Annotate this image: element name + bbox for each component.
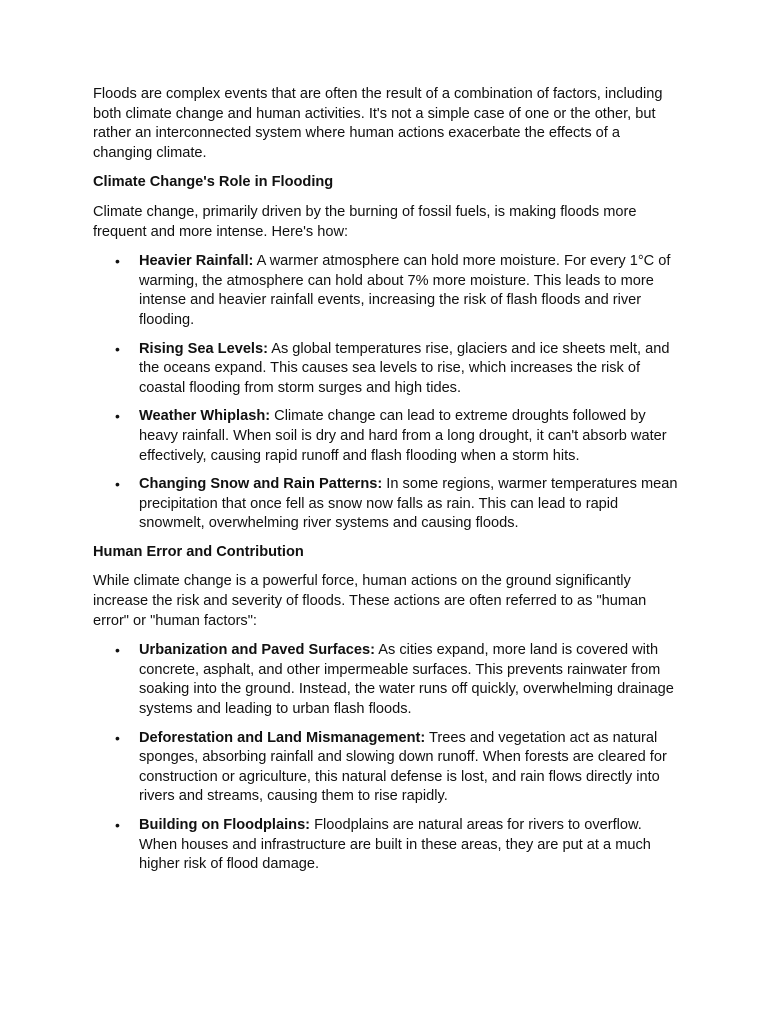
list-item-term: Building on Floodplains: xyxy=(139,817,311,833)
list-item xyxy=(139,340,678,399)
intro-paragraph: Floods are complex events that are often the result of a combination of factors, including both climate change and human activities. It's not a simple case of one or the other, but rather an interconnected system where human actions exacerbate the effects of a changing climate. xyxy=(93,86,663,161)
list-item-text: A warmer atmosphere can hold more moisture. For every 1°C of warming, the atmosphere can hold about 7% more moisture. This leads to more intense and heavier rainfall events, increasing the risk of flash floods and river flooding. xyxy=(139,253,671,328)
list-item xyxy=(139,252,678,330)
list-item-term: Rising Sea Levels: xyxy=(139,340,268,357)
section-intro-human: While climate change is a powerful force, human actions on the ground significantly increase the risk and severity of floods. These actions are often referred to as "human error" or "human factors": xyxy=(93,573,647,629)
list-item-text: Trees and vegetation act as natural sponges, absorbing rainfall and slowing down runoff. When forests are cleared for construction or agriculture, this natural defense is lost, and rain flows directly into rivers and streams, causing them to rise rapidly. xyxy=(139,729,667,805)
list-item xyxy=(139,641,678,719)
list-item-text: As global temperatures rise, glaciers and ice sheets melt, and the oceans expand. This causes sea levels to rise, which increases the risk of coastal flooding from storm surges and high tides. xyxy=(139,340,670,396)
list-item-text: As cities expand, more land is covered with concrete, asphalt, and other impermeable surfaces. This prevents rainwater from soaking into the ground. Instead, the water runs off quickly, overwhelming drainage systems and leading to urban flash floods. xyxy=(139,642,674,718)
list-item-term: Heavier Rainfall: xyxy=(139,253,254,270)
list-item-text: Climate change can lead to extreme droughts followed by heavy rainfall. When soil is dry and hard from a long drought, it can't absorb water effectively, causing rapid runoff and flash flooding when a storm hits. xyxy=(139,408,667,464)
human-factors-list xyxy=(93,641,678,875)
list-item-term: Changing Snow and Rain Patterns: xyxy=(139,476,383,493)
section-heading-climate: Climate Change's Role in Flooding xyxy=(93,174,334,191)
section-intro-climate: Climate change, primarily driven by the burning of fossil fuels, is making floods more frequent and more intense. Here's how: xyxy=(93,203,637,240)
list-item-term: Urbanization and Paved Surfaces: xyxy=(139,642,375,659)
list-item-term: Deforestation and Land Mismanagement: xyxy=(139,729,426,746)
list-item-text: In some regions, warmer temperatures mean precipitation that once fell as snow now falls as rain. This can lead to rapid snowmelt, overwhelming river systems and causing floods. xyxy=(139,476,678,532)
list-item-text: Floodplains are natural areas for rivers to overflow. When houses and infrastructure are built in these areas, they are put at a much higher risk of flood damage. xyxy=(139,817,651,873)
section-heading-human: Human Error and Contribution xyxy=(93,543,304,560)
list-item xyxy=(139,475,678,534)
climate-factors-list xyxy=(93,252,678,534)
list-item xyxy=(139,816,678,875)
list-item xyxy=(139,407,678,466)
list-item xyxy=(139,729,678,807)
list-item-term: Weather Whiplash: xyxy=(139,408,271,425)
